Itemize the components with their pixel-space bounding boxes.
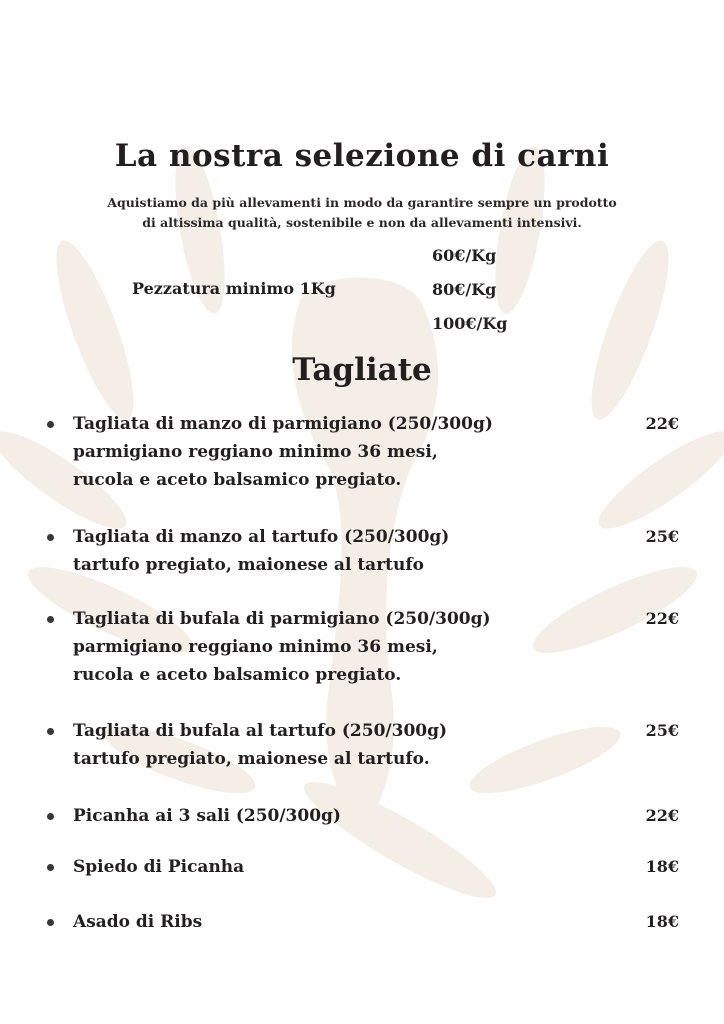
price-per-kg: 80€/Kg xyxy=(432,280,497,299)
item-price: 18€ xyxy=(645,857,679,876)
section-title: Tagliate xyxy=(292,352,432,388)
price-per-kg: 100€/Kg xyxy=(432,314,508,333)
item-price: 22€ xyxy=(645,806,679,825)
bullet-icon xyxy=(47,616,54,623)
intro-line: Aquistiamo da più allevamenti in modo da garantire sempre un prodotto xyxy=(107,195,617,210)
item-description: parmigiano reggiano minimo 36 mesi, rucola e aceto balsamico pregiato. xyxy=(73,442,438,490)
bullet-icon xyxy=(47,813,54,820)
item-name: Tagliata di manzo al tartufo (250/300g) xyxy=(73,527,450,547)
page-title: La nostra selezione di carni xyxy=(114,138,610,174)
intro-line: di altissima qualità, sostenibile e non da allevamenti intensivi. xyxy=(142,215,582,230)
bullet-icon xyxy=(47,919,54,926)
item-name: Tagliata di bufala al tartufo (250/300g) xyxy=(73,721,448,741)
item-price: 25€ xyxy=(645,527,679,546)
item-price: 25€ xyxy=(645,721,679,740)
bullet-icon xyxy=(47,534,54,541)
item-description: tartufo pregiato, maionese al tartufo xyxy=(73,555,425,575)
item-price: 22€ xyxy=(645,414,679,433)
item-name: Picanha ai 3 sali (250/300g) xyxy=(73,806,341,826)
price-per-kg: 60€/Kg xyxy=(432,246,497,265)
intro-text xyxy=(30,193,694,233)
item-name: Asado di Ribs xyxy=(73,912,203,932)
bullet-icon xyxy=(47,421,54,428)
item-name: Spiedo di Picanha xyxy=(73,857,245,877)
item-description: parmigiano reggiano minimo 36 mesi, rucola e aceto balsamico pregiato. xyxy=(73,637,438,685)
bullet-icon xyxy=(47,728,54,735)
bullet-icon xyxy=(47,864,54,871)
minimum-size-label: Pezzatura minimo 1Kg xyxy=(132,279,336,298)
item-name: Tagliata di bufala di parmigiano (250/300g) xyxy=(73,609,491,629)
item-price: 18€ xyxy=(645,912,679,931)
item-price: 22€ xyxy=(645,609,679,628)
item-description: tartufo pregiato, maionese al tartufo. xyxy=(73,749,430,769)
item-name: Tagliata di manzo di parmigiano (250/300g) xyxy=(73,414,493,434)
